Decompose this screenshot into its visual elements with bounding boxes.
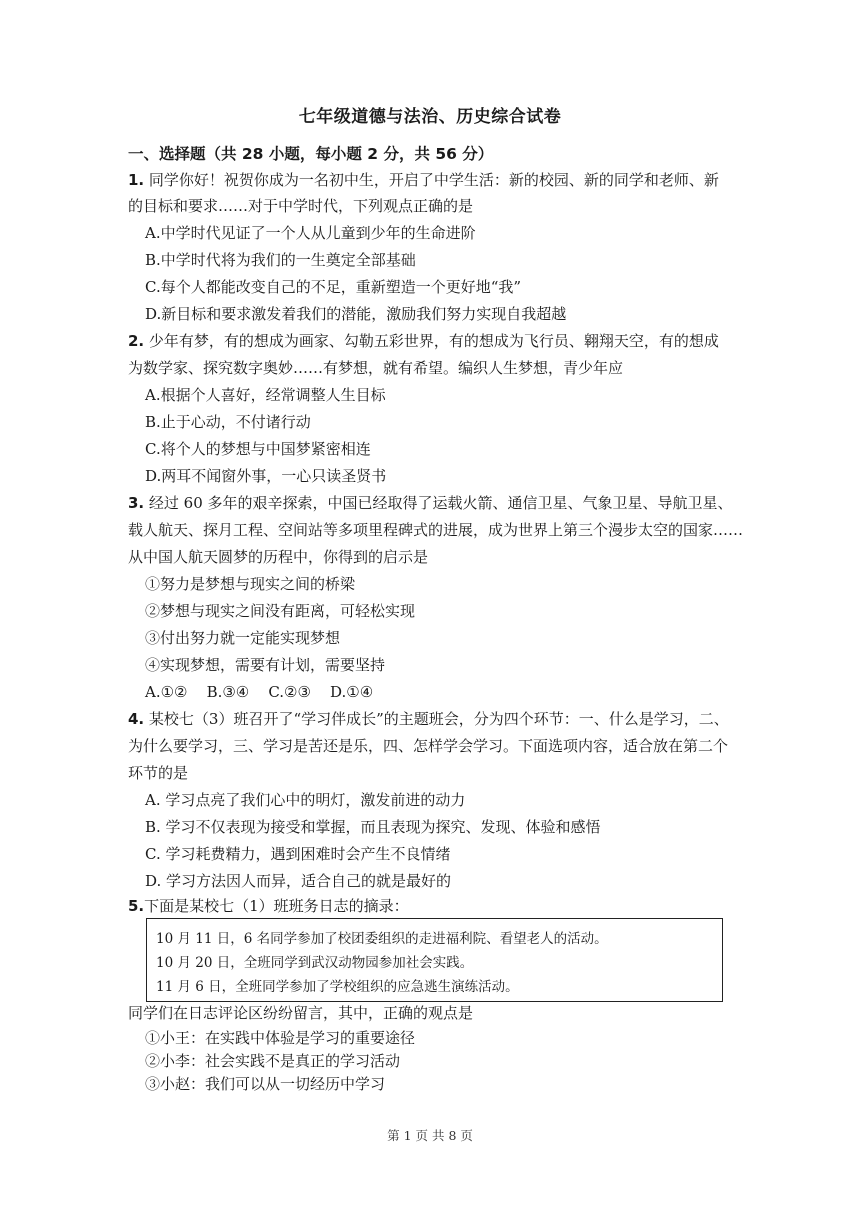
q2-option-a: A.根据个人喜好，经常调整人生目标 [145,386,386,404]
q5-item-1: ①小王：在实践中体验是学习的重要途径 [145,1029,416,1047]
diary-entry-3: 11 月 6 日，全班同学参加了学校组织的应急逃生演练活动。 [156,979,519,995]
q5-line-1 [128,896,734,916]
q3-stem-1: 经过 60 多年的艰辛探索，中国已经取得了运载火箭、通信卫星、气象卫星、导航卫星、 [144,494,733,512]
q5-item-3: ③小赵：我们可以从一切经历中学习 [145,1075,386,1093]
q4-line-1 [128,709,734,729]
q1-option-b: B.中学时代将为我们的一生奠定全部基础 [145,251,416,269]
q4-option-d: D. 学习方法因人而异，适合自己的就是最好的 [145,872,452,890]
q3-line-1 [128,493,734,513]
q2-option-b: B.止于心动，不付诸行动 [145,413,311,431]
q2-option-c: C.将个人的梦想与中国梦紧密相连 [145,440,371,458]
q4-stem-3: 环节的是 [128,764,189,782]
q3-stem-3: 从中国人航天圆梦的历程中，你得到的启示是 [128,548,429,566]
q1-number: 1. [128,171,145,189]
class-diary-box [146,918,723,1002]
section-heading: 一、选择题（共 28 小题，每小题 2 分，共 56 分） [128,145,494,163]
q4-option-c: C. 学习耗费精力，遇到困难时会产生不良情绪 [145,845,451,863]
q2-number: 2. [128,332,145,350]
q4-number: 4. [128,710,145,728]
q3-item-3: ③付出努力就一定能实现梦想 [145,629,341,647]
q3-stem-2: 载人航天、探月工程、空间站等多项里程碑式的进展，成为世界上第三个漫步太空的国家…… [128,521,744,539]
q4-stem-2: 为什么要学习，三、学习是苦还是乐，四、怎样学会学习。下面选项内容，适合放在第二个 [128,737,729,755]
q1-option-d: D.新目标和要求激发着我们的潜能，激励我们努力实现自我超越 [145,305,567,323]
q5-number: 5. [128,897,145,915]
q3-item-2: ②梦想与现实之间没有距离，可轻松实现 [145,602,416,620]
page-title: 七年级道德与法治、历史综合试卷 [298,107,562,127]
diary-entry-2: 10 月 20 日，全班同学到武汉动物园参加社会实践。 [156,955,474,971]
q3-number: 3. [128,494,145,512]
q2-option-d: D.两耳不闻窗外事，一心只读圣贤书 [145,467,387,485]
q1-line-1 [128,170,734,190]
q2-stem-2: 为数学家、探究数字奥妙……有梦想，就有希望。编织人生梦想，青少年应 [128,359,624,377]
q4-stem-1: 某校七（3）班召开了“学习伴成长”的主题班会，分为四个环节：一、什么是学习，二、 [144,710,729,728]
q2-stem-1: 少年有梦，有的想成为画家、勾勒五彩世界，有的想成为飞行员、翱翔天空，有的想成 [144,332,719,350]
q1-option-c: C.每个人都能改变自己的不足，重新塑造一个更好地“我” [145,278,522,296]
q1-option-a: A.中学时代见证了一个人从儿童到少年的生命进阶 [145,224,476,242]
diary-entry-1: 10 月 11 日，6 名同学参加了校团委组织的走进福利院、看望老人的活动。 [156,931,608,947]
q5-stem-1: 下面是某校七（1）班班务日志的摘录： [144,897,409,915]
q2-line-1 [128,331,734,351]
q1-stem-1: 同学你好！祝贺你成为一名初中生，开启了中学生活：新的校园、新的同学和老师、新 [144,171,719,189]
q3-choices: A.①② B.③④ C.②③ D.①④ [145,683,374,701]
q4-option-b: B. 学习不仅表现为接受和掌握，而且表现为探究、发现、体验和感悟 [145,818,601,836]
q3-item-1: ①努力是梦想与现实之间的桥梁 [145,575,356,593]
q1-stem-2: 的目标和要求……对于中学时代，下列观点正确的是 [128,197,474,215]
page-footer: 第 1 页 共 8 页 [387,1128,473,1143]
q4-option-a: A. 学习点亮了我们心中的明灯，激发前进的动力 [145,791,466,809]
q5-item-2: ②小李：社会实践不是真正的学习活动 [145,1052,401,1070]
q3-item-4: ④实现梦想，需要有计划，需要坚持 [145,656,386,674]
q5-stem-2: 同学们在日志评论区纷纷留言，其中，正确的观点是 [128,1004,474,1022]
